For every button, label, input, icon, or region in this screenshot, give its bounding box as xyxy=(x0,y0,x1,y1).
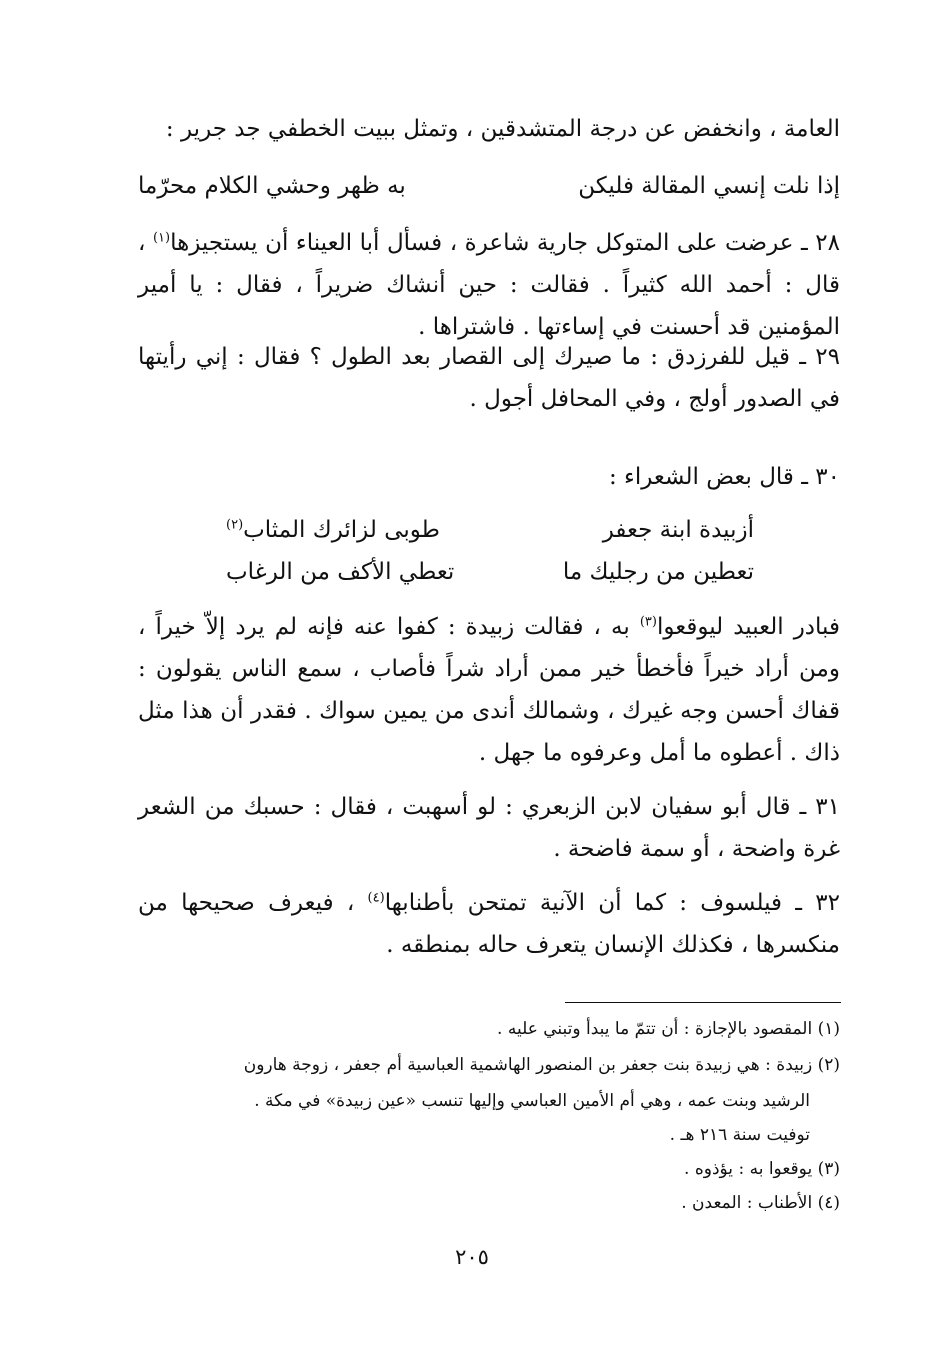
footnote-3: (٣) يوقعوا به : يؤذوه . xyxy=(684,1159,840,1179)
paragraph-28 xyxy=(138,222,840,348)
footnote-4: (٤) الأطناب : المعدن . xyxy=(681,1193,840,1213)
paragraph-31: ٣١ ـ قال أبو سفيان لابن الزبعري : لو أسهبت ، فقال : حسبك من الشعر غرة واضحة ، أو سمة فاضحة . xyxy=(138,794,840,862)
verse-2-second-hemistich xyxy=(226,510,440,550)
paragraph-30-text-a: فبادر العبيد ليوقعوا xyxy=(656,614,840,640)
footnote-2-line-1: (٢) زبيدة : هي زبيدة بنت جعفر بن المنصور الهاشمية العباسية أم جعفر ، زوجة هارون xyxy=(243,1055,840,1075)
footnote-1: (١) المقصود بالإجازة : أن تتمّ ما يبدأ وتبني عليه . xyxy=(497,1019,840,1039)
verse-1-first-hemistich: إذا نلت إنسي المقالة فليكن xyxy=(578,173,840,199)
paragraph-29: ٢٩ ـ قيل للفرزدق : ما صيرك إلى القصار بعد الطول ؟ فقال : إني رأيتها في الصدور أولج ، وفي المحافل أجول . xyxy=(138,344,840,412)
paragraph-32-text-a: ٣٢ ـ فيلسوف : كما أن الآنية تمتحن بأطنابها xyxy=(384,890,840,916)
paragraph-28-text-a: ٢٨ ـ عرضت على المتوكل جارية شاعرة ، فسأل أبا العيناء أن يستجيزها xyxy=(170,230,841,256)
verse-3-second-hemistich: تعطي الأكف من الرغاب xyxy=(226,559,455,585)
verse-2-second-text: طوبى لزائرك المثاب xyxy=(243,517,440,543)
footnote-marker-4: (٤) xyxy=(367,890,385,906)
footnote-marker-3: (٣) xyxy=(639,614,657,630)
footnote-2-line-2: الرشيد وبنت عمه ، وهي أم الأمين العباسي وإليها تنسب «عين زبيدة» في مكة . xyxy=(254,1091,810,1111)
footnote-marker-2: (٢) xyxy=(226,517,244,533)
paragraph-32-text-b: ، فيعرف صحيحها من منكسرها ، فكذلك الإنسان يتعرف حاله بمنطقه . xyxy=(138,890,840,958)
paragraph-32 xyxy=(138,882,840,966)
footnote-separator xyxy=(565,1002,841,1003)
paragraph-30-body xyxy=(138,606,840,774)
footnote-marker-1: (١) xyxy=(152,230,171,246)
paragraph-28-text-b: ، قال : أحمد الله كثيراً . فقالت : حين أنشاك ضريراً ، فقال : يا أمير المؤمنين قد أحسنت في إساءتها . فاشتراها . xyxy=(138,230,840,340)
verse-2-first-hemistich: أزبيدة ابنة جعفر xyxy=(602,517,754,543)
footnote-2-line-3: توفيت سنة ٢١٦ هـ . xyxy=(669,1125,810,1145)
paragraph-intro: العامة ، وانخفض عن درجة المتشدقين ، وتمثل ببيت الخطفي جد جرير : xyxy=(165,116,840,142)
verse-3-first-hemistich: تعطين من رجليك ما xyxy=(562,559,754,585)
page-number: ٢٠٥ xyxy=(455,1245,489,1269)
verse-1-second-hemistich: به ظهر وحشي الكلام محرّما xyxy=(138,173,406,199)
paragraph-30-text-b: به ، فقالت زبيدة : كفوا عنه فإنه لم يرد إلاّ خيراً ، ومن أراد خيراً فأخطأ خير ممن أراد شراً فأصاب ، سمع الناس يقولون : قفاك أحسن وجه غيرك ، وشمالك أندى من يمين سواك . فقدر أن هذا مثل ذاك . أعطوه ما أمل وعرفوه ما جهل . xyxy=(138,614,840,766)
paragraph-30-intro: ٣٠ ـ قال بعض الشعراء : xyxy=(608,464,840,490)
